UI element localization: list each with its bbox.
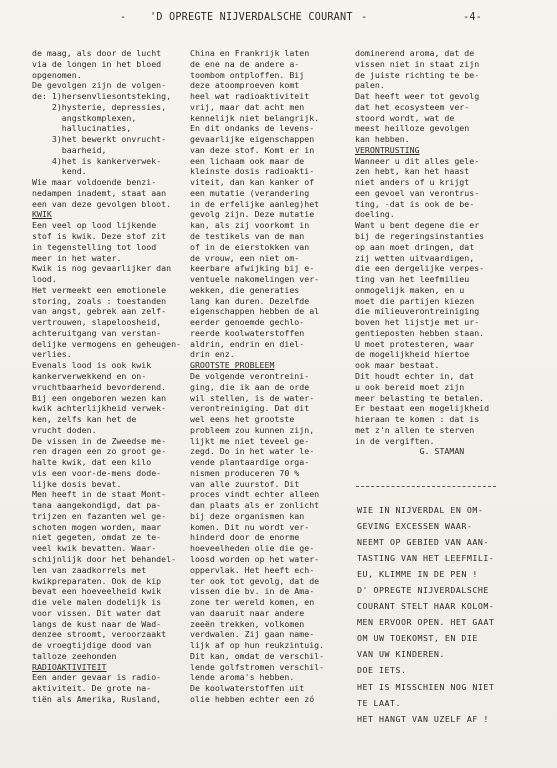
text-line: langs de kust naar de Wad- (32, 618, 162, 629)
text-line: in tegenstelling tot lood (32, 241, 157, 252)
text-line: via de longen in het bloed (32, 58, 162, 69)
text-line: ken, zelfs kan het de (32, 414, 137, 425)
text-line: aldrin, endrin en diel- (190, 338, 305, 349)
text-line: Bij een ongeboren wezen kan (32, 392, 167, 403)
text-line: die milieuverontreiniging (355, 306, 480, 317)
text-line: of in de eierstokken van (190, 241, 310, 252)
text-line: Wanneer u dit alles gele- (355, 155, 480, 166)
text-line: G. STAMAN (355, 446, 465, 457)
text-line: op aan moet dringen, dat (355, 241, 475, 252)
text-line: kan hebben. (355, 134, 410, 145)
text-line: palen. (355, 80, 385, 91)
text-line: een gevoel van verontrus- (355, 187, 480, 198)
text-line: Een ander gevaar is radio- (32, 672, 162, 683)
text-line: Wie maar voldoende benzi- (32, 177, 157, 188)
text-line: een van deze gevolgen bloot. (32, 198, 172, 209)
text-line: schoten mogen worden, maar (32, 521, 162, 532)
text-line: vruchtbaarheid bevorderend. (32, 381, 167, 392)
text-line: verlies. (32, 349, 72, 360)
text-line: boven het lijstje met ur- (355, 317, 480, 328)
text-line: De vissen in de Zweedse me- (32, 435, 167, 446)
text-line: deze atoomproeven komt (190, 80, 300, 91)
text-line: hallucinaties, (32, 123, 132, 134)
text-line: drin enz. (190, 349, 235, 360)
header-dash-right: - (361, 12, 368, 23)
text-line: halte kwik, dat een kilo (32, 457, 152, 468)
text-line: hieraan te komen : dat is (355, 414, 480, 425)
text-line: de vroegtijdige dood van (32, 640, 152, 651)
text-line: vissen niet in staat zijn (355, 58, 480, 69)
text-line: viteit, dan kan kanker of (190, 177, 315, 188)
text-line: vrij, maar dat acht men (190, 101, 305, 112)
text-line: de juiste richting te be- (355, 69, 480, 80)
text-line: toombom ontploffen. Bij (190, 69, 305, 80)
text-line: komen. Dit nu wordt ver- (190, 521, 310, 532)
text-column-1 (32, 48, 197, 705)
text-line: met z'n allen te sterven (355, 424, 475, 435)
text-line: Dit houdt echter in, dat (355, 370, 475, 381)
text-line: een lichaam ook maar de (190, 155, 305, 166)
text-line: lende aroma's hebben. (190, 672, 295, 683)
text-line: zegd. Do in het water le- (190, 446, 315, 457)
text-line: 2)hysterie, depressies, (32, 101, 167, 112)
header-dash-left: - (120, 12, 127, 23)
text-line: wil stellen, is de water- (190, 392, 315, 403)
section-heading: RADIOAKTIVITEIT (32, 661, 107, 672)
text-line: zij wetten uitvaardigen, (355, 252, 475, 263)
text-line: talloze zeehonden (32, 650, 117, 661)
text-line: China en Frankrijk laten (190, 48, 310, 58)
text-line: oppervlak. Het heeft ech- (190, 564, 315, 575)
text-line: bevat een hoeveelheid kwik (32, 586, 162, 597)
page-header (0, 12, 557, 28)
section-heading: GROOTSTE PROBLEEM (190, 360, 275, 371)
text-line: voor vissen. Dit water dat (32, 607, 162, 618)
text-line: angstkomplexen, (32, 112, 137, 123)
text-line: de testikels van de man (190, 231, 305, 242)
text-line: lang kan duren. Dezelfde (190, 295, 310, 306)
notice-line: TE LAAT. (357, 697, 401, 708)
text-line: kwik achterlijkheid verwek- (32, 403, 167, 414)
text-line: een mutatie (verandering (190, 187, 310, 198)
text-line: die een dergelijke verpes- (355, 263, 485, 274)
text-line: vertrouwen, slapeloosheid, (32, 317, 162, 328)
text-line: lood. (32, 274, 57, 285)
text-line: kend. (32, 166, 87, 177)
text-line: kwikpreparaten. Ook de kip (32, 575, 162, 586)
text-line: nismen produceren 70 % (190, 467, 300, 478)
text-line: heel wat radioaktiviteit (190, 91, 310, 102)
text-line: niet anders of u krijgt (355, 177, 470, 188)
text-line: dat het ecosysteem ver- (355, 101, 470, 112)
text-line: len van zaadkorrels met (32, 564, 147, 575)
text-column-3 (355, 48, 540, 457)
text-line: ventuele nakomelingen ver- (190, 274, 320, 285)
notice-line: GEVING EXCESSEN WAAR- (357, 521, 473, 532)
text-line: verontreiniging. Dat dit (190, 403, 310, 414)
text-line: olie hebben echter een zó (190, 693, 315, 704)
text-line: aktiviteit. De grote na- (32, 683, 152, 694)
text-line: meer in het water. (32, 252, 122, 263)
text-line: vissen die bv. in de Ama- (190, 586, 315, 597)
text-line: lijk af op hun reukzintuig. (190, 640, 325, 651)
text-line: moet die partijen kiezen (355, 295, 475, 306)
notice-line: MEN ERVOOR OPEN. HET GAAT (357, 617, 495, 628)
text-line: storing, zoals : toestanden (32, 295, 167, 306)
section-heading: VERONTRUSTING (355, 144, 420, 155)
text-line: En dit ondanks de levens- (190, 123, 315, 134)
text-line: eigenschappen hebben de al (190, 306, 320, 317)
text-line: Men heeft in de staat Mont- (32, 489, 167, 500)
text-line: probleem zou kunnen zijn, (190, 424, 315, 435)
text-line: hoeveelheden olie die ge- (190, 543, 315, 554)
text-line: veel kwik bevatten. Waar- (32, 543, 157, 554)
text-line: trijzen en fazanten wel ge- (32, 510, 167, 521)
text-line: Er bestaat een mogelijkheid (355, 403, 490, 414)
notice-divider-top (356, 486, 496, 487)
notice-line: VAN UW KINDEREN. (357, 649, 445, 660)
text-line: ook maar bestaat. (355, 360, 440, 371)
text-line: ting van het leefmilieu (355, 274, 470, 285)
text-line: lijke dosis bevat. (32, 478, 122, 489)
text-line: van deze stof. Komt er in (190, 144, 315, 155)
text-line: nedampen inademt, staat aan (32, 187, 167, 198)
text-line: doeling. (355, 209, 395, 220)
text-line: 4)het is kankerverwek- (32, 155, 162, 166)
text-line: meest heilloze gevolgen (355, 123, 470, 134)
text-line: Dit kan, omdat de verschil- (190, 650, 325, 661)
text-line: zeeën trekken, volkomen (190, 618, 305, 629)
text-line: ging, die ik aan de orde (190, 381, 310, 392)
text-line: dominerend aroma, dat de (355, 48, 475, 58)
notice-line: EU, KLIMME IN DE PEN ! (357, 569, 478, 580)
text-line: eerder genoemde gechlo- (190, 317, 305, 328)
text-line: wel eens het grootste (190, 414, 295, 425)
text-line: van angst, gebrek aan zelf- (32, 306, 167, 317)
text-line: U moet protesteren, waar (355, 338, 475, 349)
text-line: ren dragen een zo groot ge- (32, 446, 167, 457)
text-line: 3)het bewerkt onvrucht- (32, 134, 167, 145)
text-line: tana aangekondigd, dat pa- (32, 500, 162, 511)
text-line: gevaarlijke eigenschappen (190, 134, 315, 145)
text-line: tiën als Amerika, Rusland, (32, 693, 162, 704)
text-line: loosd worden op het water- (190, 553, 320, 564)
text-line: gevolg zijn. Deze mutatie (190, 209, 315, 220)
notice-line: D' OPREGTE NIJVERDALSCHE (357, 585, 489, 596)
text-line: bij de regeringsinstanties (355, 231, 485, 242)
text-line: achteruitgang van verstan- (32, 327, 162, 338)
text-line: lijkt me niet teveel ge- (190, 435, 310, 446)
notice-line: OM UW TOEKOMST, EN DIE (357, 633, 478, 644)
notice-line: TASTING VAN HET LEEFMILI- (357, 553, 495, 564)
text-line: de ene na de andere a- (190, 58, 300, 69)
text-line: lende golfstromen verschil- (190, 661, 325, 672)
text-line: vende plantaardige orga- (190, 457, 310, 468)
text-column-2 (190, 48, 350, 705)
notice-line: COURANT STELT HAAR KOLOM- (357, 601, 495, 612)
section-heading: KWIK (32, 209, 52, 220)
text-line: De volgende verontreini- (190, 370, 310, 381)
text-line: baarheid, (32, 144, 107, 155)
text-line: kankerverwekkend en on- (32, 370, 147, 381)
text-line: meer belasting te betalen. (355, 392, 485, 403)
text-line: kennelijk niet belangrijk. (190, 112, 320, 123)
text-line: dan plaats als er zonlicht (190, 500, 320, 511)
notice-line: DOE IETS. (357, 665, 407, 676)
text-line: Een veel op lood lijkende (32, 220, 157, 231)
notice-line: HET IS MISSCHIEN NOG NIET (357, 681, 495, 692)
text-line: de vrouw, een niet om- (190, 252, 300, 263)
text-line: De koolwaterstoffen uit (190, 683, 305, 694)
text-line: delijke vermogens en geheugen- (32, 338, 182, 349)
text-line: Want u bent degene die er (355, 220, 480, 231)
page-number: -4- (463, 12, 483, 23)
text-line: kan, als zij voorkomt in (190, 220, 310, 231)
text-line: van daaruit naar andere (190, 607, 305, 618)
text-line: de mogelijkheid hiertoe (355, 349, 470, 360)
text-line: opgenomen. (32, 69, 82, 80)
text-line: stof is kwik. Deze stof zit (32, 231, 167, 242)
text-line: bij deze organismen kan (190, 510, 305, 521)
text-line: zone ter wereld komen, en (190, 597, 315, 608)
text-line: onmogelijk maken, en u (355, 284, 465, 295)
text-line: keerbare afwijking bij e- (190, 263, 315, 274)
text-line: verdwalen. Zij gaan name- (190, 629, 315, 640)
text-line: in de erfelijke aanleg)het (190, 198, 320, 209)
text-line: Kwik is nog gevaarlijker dan (32, 263, 172, 274)
text-line: vrucht doden. (32, 424, 97, 435)
text-line: Het vermeekt een emotionele (32, 284, 167, 295)
newspaper-title: 'D OPREGTE NIJVERDALSCHE COURANT (150, 12, 353, 23)
text-line: gentieposten hebben staan. (355, 327, 485, 338)
text-line: van alle zuurstof. Dit (190, 478, 300, 489)
text-line: Dat heeft weer tot gevolg (355, 91, 480, 102)
text-line: de maag, als door de lucht (32, 48, 162, 58)
text-line: vis een voor-de-mens dode- (32, 467, 162, 478)
text-line: hinderd door de enorme (190, 532, 300, 543)
notice-line: WIE IN NIJVERDAL EN OM- (357, 505, 484, 515)
text-line: ting, -dat is ook de be- (355, 198, 475, 209)
text-line: proces vindt echter alleen (190, 489, 320, 500)
text-line: reerde koolwaterstoffen (190, 327, 305, 338)
text-line: Evenals lood is ook kwik (32, 360, 152, 371)
text-line: zen hebt, kan het haast (355, 166, 470, 177)
text-line: in de vergiften. (355, 435, 435, 446)
text-line: wekken, die generaties (190, 284, 300, 295)
text-line: de: 1)hersenvliesontsteking, (32, 91, 172, 102)
text-line: ter ook tot gevolg, dat de (190, 575, 320, 586)
text-line: u ook bereid moet zijn (355, 381, 465, 392)
text-line: die vele malen dodelijk is (32, 597, 162, 608)
notice-line: HET HANGT VAN UZELF AF ! (357, 713, 489, 724)
notice-line: NEEMT OP GEBIED VAN AAN- (357, 537, 489, 548)
reader-notice (357, 502, 494, 727)
text-line: niet gegeten, omdat ze te- (32, 532, 162, 543)
text-line: stoord wordt, wat de (355, 112, 455, 123)
text-line: kleinste dosis radioakti- (190, 166, 315, 177)
text-line: denzee stroomt, veroorzaakt (32, 629, 167, 640)
text-line: schijnlijk door het behandel- (32, 553, 177, 564)
text-line: De gevolgen zijn de volgen- (32, 80, 167, 91)
